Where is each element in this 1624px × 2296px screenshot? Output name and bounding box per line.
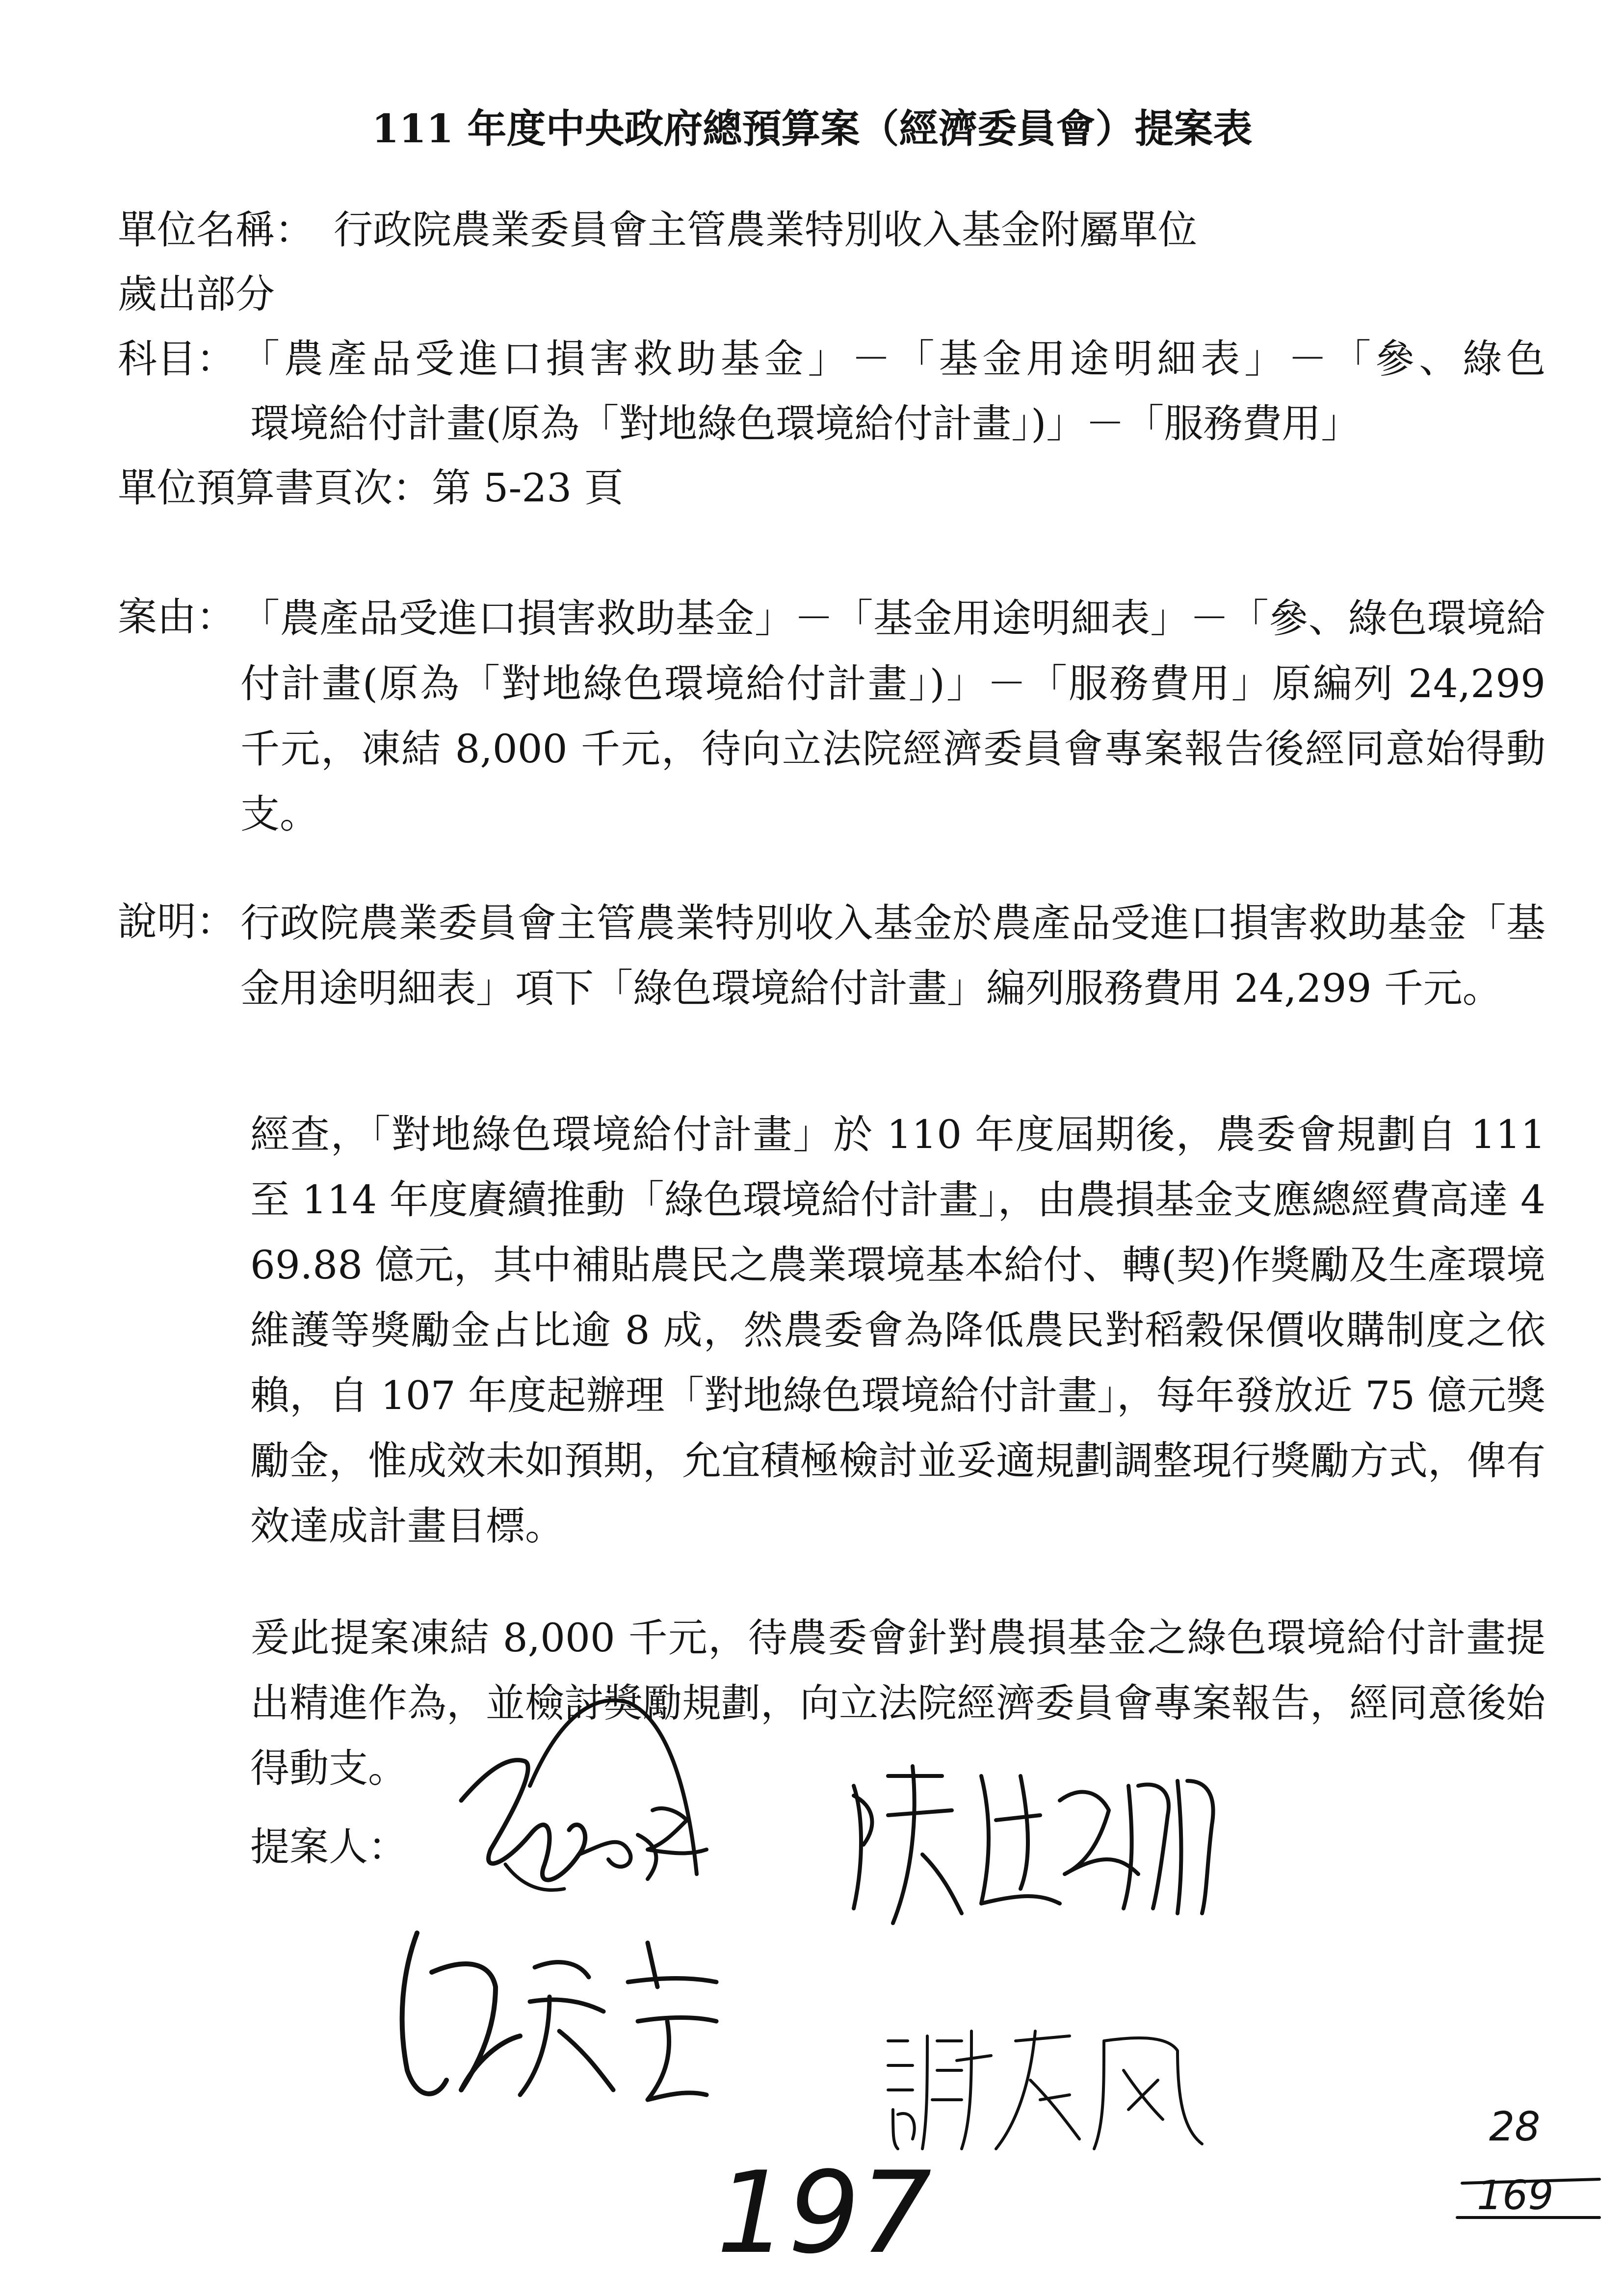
explain-text: 行政院農業委員會主管農業特別收入基金於農產品受進口損害救助基金「基金用途明細表」項下「綠色環境給付計畫」編列服務費用 24,299 千元。: [240, 900, 1545, 1011]
section-heading: 歲出部分: [118, 271, 275, 317]
signature-qiu-zhi-wei: [373, 1913, 775, 2119]
explain-label: 說明：: [118, 899, 236, 944]
unit-label: 單位名稱：: [118, 207, 314, 253]
paragraph-review: 經查，「對地綠色環境給付計畫」於 110 年度屆期後，農委會規劃自 111 至 114 年度賡續推動「綠色環境給付計畫」，由農損基金支應總經費高達 469.88 億元，其中補貼農民之農業環境基本給付、轉(契)作獎勵及生產環境維護等獎勵金占比逾 8 成，然農委會為降低農民對稻穀保價收購制度之依賴，自 107 年度起辦理「對地綠色環境給付計畫」，每年發放近 75 億元獎勵金，惟成效未如預期，允宜積極檢討並妥適規劃調整現行獎勵方式，俾有效達成計畫目標。: [250, 1112, 1545, 1549]
case-text: 「農產品受進口損害救助基金」－「基金用途明細表」－「參、綠色環境給付計畫(原為「對地綠色環境給付計畫」)」－「服務費用」原編列 24,299 千元，凍結 8,000 千元，待向立法院經濟委員會專案報告後經同意始得動支。: [240, 596, 1545, 837]
stamp-number-text: 197: [716, 2148, 932, 2279]
signature-chen-chao-ming: [834, 1747, 1227, 1943]
handwritten-number-197: [711, 2134, 986, 2281]
subject-line-1: 「農產品受進口損害救助基金」－「基金用途明細表」－「參、綠色: [240, 336, 1545, 382]
strike-through-mark: [1452, 2149, 1609, 2227]
page-title: 111 年度中央政府總預算案（經濟委員會）提案表: [371, 105, 1253, 152]
proposer-label: 提案人：: [250, 1824, 407, 1870]
unit-value: 行政院農業委員會主管農業特別收入基金附屬單位: [334, 207, 1197, 253]
page-number-current: 28: [1489, 2104, 1541, 2150]
budget-page-reference: 單位預算書頁次：第 5-23 頁: [118, 465, 624, 511]
signature-zheng-li-jun: [432, 1688, 805, 1943]
subject-line-2: 環境給付計畫(原為「對地綠色環境給付計畫」)」－「服務費用」: [250, 401, 1361, 446]
paragraph-proposal: 爰此提案凍結 8,000 千元，待農委會針對農損基金之綠色環境給付計畫提出精進作為，並檢討獎勵規劃，向立法院經濟委員會專案報告，經同意後始得動支。: [250, 1615, 1545, 1791]
case-label: 案由：: [118, 594, 236, 640]
subject-label: 科目：: [118, 336, 236, 382]
page-number-struck: 169: [1477, 2172, 1554, 2219]
